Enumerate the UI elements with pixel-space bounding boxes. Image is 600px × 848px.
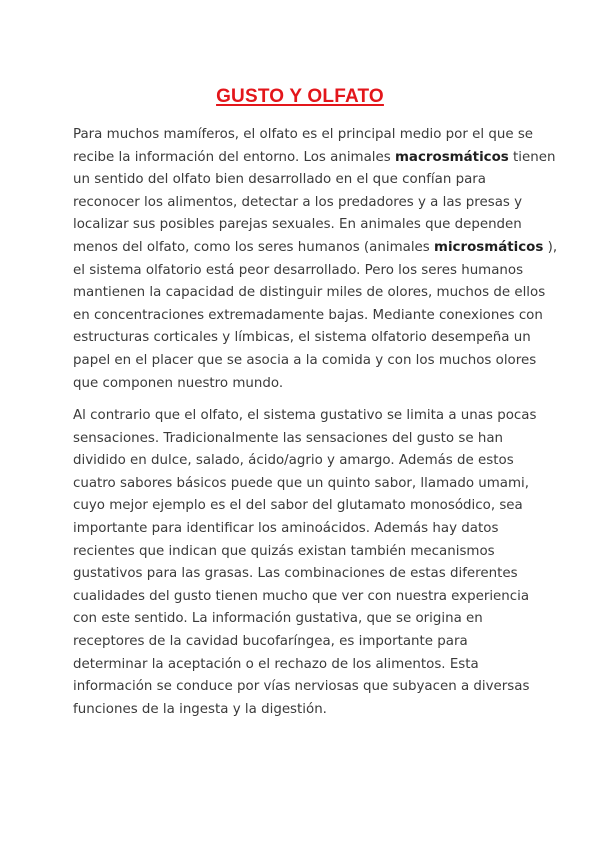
text-line (73, 327, 541, 350)
text-segment: tienen (508, 149, 556, 165)
text-line (73, 373, 541, 396)
text-line (73, 350, 541, 373)
text-line: cualidades del gusto tienen mucho que ver con nuestra experiencia (73, 588, 530, 604)
term-macrosmaticos: macrosmáticos (394, 149, 509, 165)
paragraph-olfato (73, 124, 558, 395)
text-segment: en concentraciones extremadamente bajas. Mediante conexiones con (73, 307, 543, 323)
text-segment: un sentido del olfato bien desarrollado en el que confían para (73, 172, 487, 188)
text-segment: recibe la información del entorno. Los animales (73, 149, 395, 165)
text-line (73, 124, 541, 147)
term-microsmaticos: microsmáticos (434, 239, 544, 255)
document-title: GUSTO Y OLFATO (216, 86, 384, 107)
text-line (73, 169, 541, 192)
text-line: determinar la aceptación o el rechazo de los alimentos. Esta (73, 656, 479, 672)
text-segment: que componen nuestro mundo. (73, 375, 284, 391)
text-segment: el sistema olfatorio está peor desarrollado. Pero los seres humanos (73, 262, 524, 278)
text-segment: papel en el placer que se asocia a la comida y con los muchos olores (73, 352, 537, 368)
text-line (73, 305, 541, 328)
text-line: recientes que indican que quizás existan también mecanismos (73, 543, 495, 559)
text-line: información se conduce por vías nerviosas que subyacen a diversas (73, 679, 530, 695)
text-line: importante para identificar los aminoácidos. Además hay datos (73, 520, 499, 536)
text-line: con este sentido. La información gustativa, que se origina en (73, 611, 483, 627)
text-segment: Para muchos mamíferos, el olfato es el principal medio por el que se (73, 127, 534, 142)
text-line (73, 282, 546, 305)
text-segment: estructuras corticales y límbicas, el sistema olfatorio desempeña un (73, 330, 531, 346)
paragraph-gusto (73, 405, 541, 721)
text-line (73, 192, 541, 215)
text-line: receptores de la cavidad bucofaríngea, es importante para (73, 633, 468, 649)
text-segment: menos del olfato, como los seres humanos (animales (73, 239, 435, 255)
text-segment: reconocer los alimentos, detectar a los predadores y a las presas y (73, 194, 523, 210)
text-line: Al contrario que el olfato, el sistema gustativo se limita a unas pocas (73, 408, 537, 423)
text-line (73, 260, 541, 283)
text-segment: mantienen la capacidad de distinguir miles de olores, muchos de ellos (73, 285, 546, 301)
text-line: sensaciones. Tradicionalmente las sensaciones del gusto se han (73, 430, 504, 446)
text-line: funciones de la ingesta y la digestión. (73, 701, 327, 717)
text-segment: ), (543, 239, 558, 255)
text-line: gustativos para las grasas. Las combinaciones de estas diferentes (73, 566, 518, 582)
text-line: cuatro sabores básicos puede que un quinto sabor, llamado umami, (73, 475, 530, 491)
text-line: dividido en dulce, salado, ácido/agrio y amargo. Además de estos (73, 453, 514, 469)
text-segment: localizar sus posibles parejas sexuales. En animales que dependen (73, 217, 522, 233)
text-line (73, 147, 556, 170)
text-line (73, 237, 558, 260)
text-line: cuyo mejor ejemplo es el del sabor del glutamato monosódico, sea (73, 498, 523, 514)
text-line (73, 214, 541, 237)
